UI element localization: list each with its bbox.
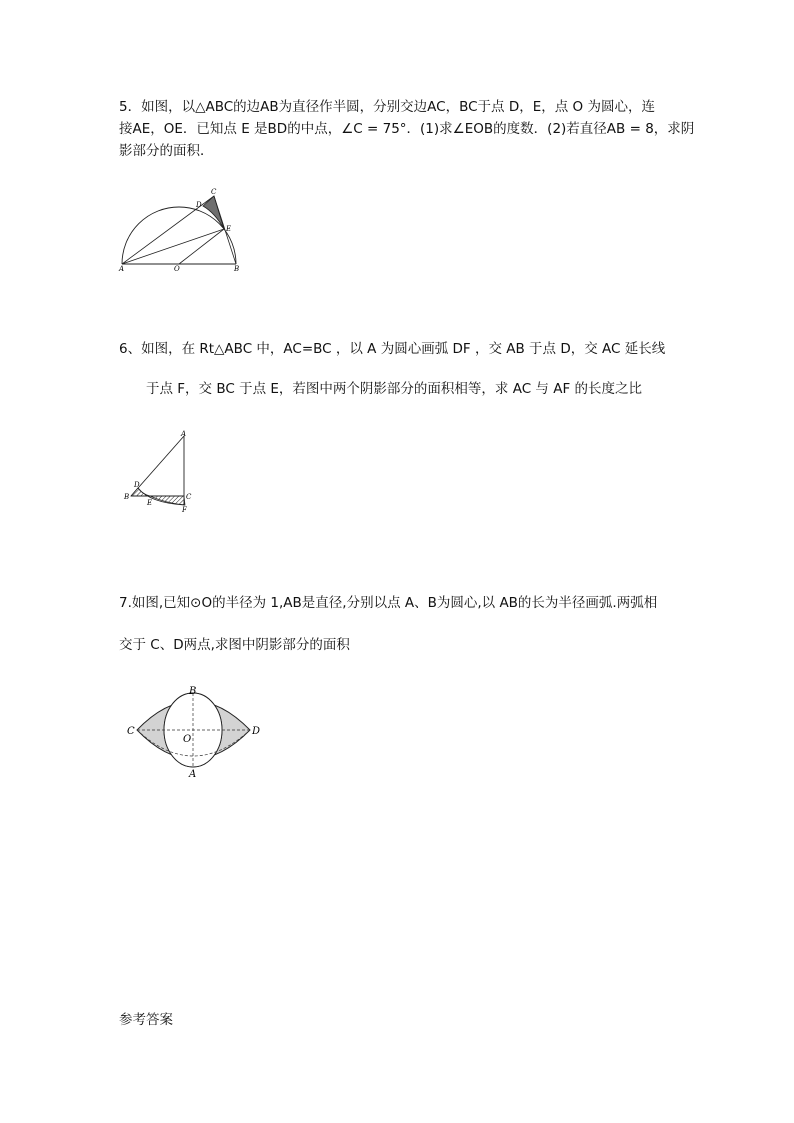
q5-segment-oe xyxy=(179,229,224,264)
q7-label-d: D xyxy=(252,726,261,737)
q5-figure xyxy=(115,185,255,275)
q6-shaded-region-cf xyxy=(150,496,185,505)
q5-shaded-region xyxy=(203,196,224,229)
q6-label-e: E xyxy=(147,499,153,507)
q5-text-line-2: 接AE，OE．已知点 E 是BD的中点，∠C = 75°．(1)求∠EOB的度数．(2)若直径AB = 8，求阴 xyxy=(119,121,695,137)
q6-shaded-region-b xyxy=(131,488,150,496)
q5-label-b: B xyxy=(234,265,240,273)
q6-label-a: A xyxy=(181,430,187,438)
q6-text-line-1: 6、如图，在 Rt△ABC 中，AC=BC ，以 A 为圆心画弧 DF ，交 AB 于点 D，交 AC 延长线 xyxy=(119,341,666,357)
q6-label-c: C xyxy=(186,493,192,501)
q5-segment-bc xyxy=(214,196,236,264)
q6-label-b: B xyxy=(124,493,130,501)
q5-segment-ae xyxy=(122,229,224,264)
q5-label-o: O xyxy=(174,265,180,273)
q6-label-f: F xyxy=(182,506,187,514)
answers-heading: 参考答案 xyxy=(119,1012,173,1028)
q7-text-line-2: 交于 C、D两点,求图中阴影部分的面积 xyxy=(119,637,350,653)
q6-figure xyxy=(122,430,202,515)
q7-label-c: C xyxy=(127,726,135,737)
q7-label-b: B xyxy=(189,686,197,697)
q5-label-e: E xyxy=(226,225,232,233)
q7-label-o: O xyxy=(183,734,192,745)
q7-figure xyxy=(125,682,265,782)
q5-label-c: C xyxy=(211,188,217,196)
q5-text-line-3: 影部分的面积． xyxy=(119,143,214,159)
q5-text-line-1: 5．如图，以△ABC的边AB为直径作半圆，分别交边AC，BC于点 D，E，点 O 为圆心，连 xyxy=(119,99,655,115)
q7-label-a: A xyxy=(189,769,197,780)
q5-label-a: A xyxy=(119,265,125,273)
q5-label-d: D xyxy=(196,201,202,209)
q6-text-line-2: 于点 F，交 BC 于点 E，若图中两个阴影部分的面积相等，求 AC 与 AF 的长度之比 xyxy=(146,381,642,397)
q7-text-line-1: 7.如图,已知⊙O的半径为 1,AB是直径,分别以点 A、B为圆心,以 AB的长为半径画弧.两弧相 xyxy=(119,595,658,611)
q6-label-d: D xyxy=(134,481,140,489)
